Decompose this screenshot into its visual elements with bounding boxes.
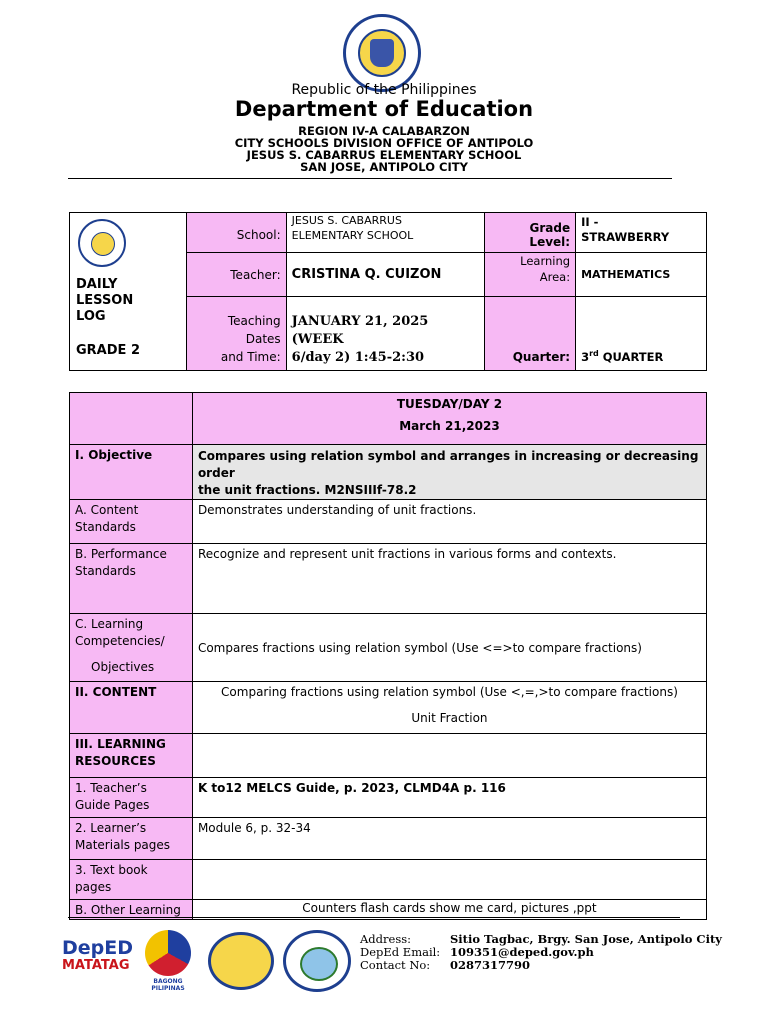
lesson-row-label-line: Standards	[75, 564, 136, 578]
lesson-row-value	[192, 778, 706, 818]
deped-seal-small-icon	[78, 219, 126, 267]
lesson-row-value	[192, 544, 706, 614]
lesson-row-value-line: Compares fractions using relation symbol (Use <=>to compare fractions)	[197, 641, 642, 655]
learning-area-line1: Learning	[520, 254, 571, 268]
lesson-info-table	[69, 212, 707, 371]
region-line: REGION IV-A CALABARZON	[298, 124, 470, 138]
lesson-row-value	[192, 445, 706, 500]
matatag-logo-text: MATATAG	[62, 958, 130, 973]
grade-label: GRADE 2	[76, 343, 140, 358]
contact-label: Contact No:	[360, 958, 431, 972]
email-label: DepEd Email:	[360, 945, 441, 959]
lesson-row-label-line: Guide Pages	[75, 798, 150, 812]
lesson-row-label-line: B. Performance	[75, 547, 167, 561]
lesson-row-label	[70, 614, 193, 682]
lesson-row-value-line: Recognize and represent unit fractions in various forms and contexts.	[197, 547, 617, 561]
lesson-row-label	[70, 860, 193, 900]
department-title: Department of Education	[234, 97, 534, 121]
lesson-row-label-line: Competencies/	[75, 634, 165, 648]
lesson-row-label	[70, 734, 193, 778]
lesson-row-label	[70, 445, 193, 500]
log-title-line2: LESSON	[76, 293, 134, 308]
lesson-row-label	[70, 778, 193, 818]
quarter-ordinal: rd	[589, 349, 599, 359]
lesson-row-value-line: Demonstrates understanding of unit fractions.	[197, 503, 477, 517]
dates-label-line2: and Time:	[220, 350, 281, 364]
learning-area-value: MATHEMATICS	[576, 253, 707, 297]
school-label: School:	[186, 213, 286, 253]
day-label: TUESDAY/DAY 2	[396, 397, 503, 411]
dates-value-line2: 6/day 2) 1:45-2:30	[291, 350, 425, 365]
lesson-row-label-line: pages	[75, 880, 112, 894]
lesson-row	[70, 818, 707, 860]
lesson-row-label-line: Standards	[75, 520, 136, 534]
header-divider	[68, 178, 672, 179]
day-header-cell	[192, 393, 706, 445]
dates-label-line1: Teaching Dates	[227, 314, 281, 346]
lesson-row-value	[192, 734, 706, 778]
lesson-row-value	[192, 682, 706, 734]
teacher-label: Teacher:	[186, 253, 286, 297]
lesson-row-label	[70, 682, 193, 734]
grade-level-label: Grade Level:	[485, 213, 576, 253]
log-title-line3: LOG	[76, 309, 106, 324]
lesson-row	[70, 544, 707, 614]
quarter-value	[576, 297, 707, 371]
school-value	[286, 213, 485, 253]
lesson-row-label-line: A. Content	[75, 503, 139, 517]
location-line: SAN JOSE, ANTIPOLO CITY	[300, 160, 468, 174]
lesson-content-table	[69, 392, 707, 920]
lesson-row-value	[192, 500, 706, 544]
lesson-row-label-line: II. CONTENT	[75, 685, 157, 699]
lesson-row-label-line: 1. Teacher’s	[75, 781, 147, 795]
lesson-row	[70, 860, 707, 900]
log-title-cell	[70, 213, 187, 371]
lesson-row	[70, 778, 707, 818]
division-line: CITY SCHOOLS DIVISION OFFICE OF ANTIPOLO	[234, 136, 534, 150]
lesson-row-value	[192, 860, 706, 900]
lesson-row-value-line: K to12 MELCS Guide, p. 2023, CLMD4A p. 116	[197, 781, 506, 795]
grade-level-line2: STRAWBERRY	[581, 230, 670, 244]
lesson-row-label	[70, 818, 193, 860]
republic-line: Republic of the Philippines	[291, 82, 477, 98]
email-value: 109351@deped.gov.ph	[450, 945, 594, 959]
address-label: Address:	[360, 932, 412, 946]
school-value-line1: JESUS S. CABARRUS	[291, 214, 402, 227]
dates-value	[286, 297, 485, 371]
teacher-value: CRISTINA Q. CUIZON	[286, 253, 485, 297]
lesson-row-label-line: RESOURCES	[75, 754, 156, 768]
lesson-row-value	[192, 614, 706, 682]
quarter-label: Quarter:	[485, 297, 576, 371]
bagong-pilipinas-text: BAGONG PILIPINAS	[151, 978, 185, 992]
school-line: JESUS S. CABARRUS ELEMENTARY SCHOOL	[246, 148, 522, 162]
deped-seal-icon	[343, 14, 421, 92]
school-value-line2: ELEMENTARY SCHOOL	[291, 229, 414, 242]
address-value: Sitio Tagbac, Brgy. San Jose, Antipolo City	[450, 932, 722, 946]
lesson-row-value-line: Counters flash cards show me card, pictures ,ppt	[302, 901, 597, 915]
footer-divider	[68, 917, 680, 918]
learning-area-line2: Area:	[539, 270, 571, 284]
lesson-date: March 21,2023	[399, 419, 500, 433]
lesson-row-label-line: 3. Text book	[75, 863, 148, 877]
lesson-row-value-line: the unit fractions. M2NSIIIf-78.2	[197, 483, 417, 497]
lesson-row-label	[70, 500, 193, 544]
grade-level-line1: II -	[581, 215, 599, 229]
lesson-row-value	[192, 818, 706, 860]
lesson-row-label-line: Objectives	[91, 660, 155, 674]
lesson-row	[70, 614, 707, 682]
grade-level-value	[576, 213, 707, 253]
lesson-row-label-line: B. Other Learning	[75, 903, 181, 917]
dates-value-line1: JANUARY 21, 2025 (WEEK	[291, 314, 429, 347]
lesson-row-label	[70, 544, 193, 614]
dates-label	[186, 297, 286, 371]
deped-logo-text: DepED	[62, 937, 134, 959]
deped-matatag-logo	[62, 937, 134, 984]
contact-value: 0287317790	[450, 958, 531, 972]
lesson-row	[70, 682, 707, 734]
bagong-pilipinas-logo	[138, 930, 198, 992]
lesson-row-value-line: Compares using relation symbol and arranges in increasing or decreasing order	[197, 449, 699, 480]
lesson-row-label-line: III. LEARNING	[75, 737, 166, 751]
log-title-line1: DAILY	[76, 277, 118, 292]
lesson-row-label-line: Materials pages	[75, 838, 171, 852]
lesson-row	[70, 500, 707, 544]
school-seal-icon	[283, 930, 351, 992]
learning-area-label	[485, 253, 576, 297]
lesson-row-label-line: I. Objective	[75, 448, 153, 462]
lesson-row-value-line: Module 6, p. 32-34	[197, 821, 311, 835]
day-label-empty-cell	[70, 393, 193, 445]
lesson-row-label-line: C. Learning	[75, 617, 144, 631]
bagong-pilipinas-icon	[145, 930, 191, 976]
lesson-row-value-line: Comparing fractions using relation symbol (Use <,=,>to compare fractions)	[221, 685, 678, 699]
division-seal-icon	[208, 932, 274, 990]
lesson-row-value-line: Unit Fraction	[411, 711, 488, 725]
lesson-row	[70, 734, 707, 778]
quarter-number: 3	[581, 350, 590, 364]
quarter-word: QUARTER	[598, 350, 664, 364]
lesson-row-label-line: 2. Learner’s	[75, 821, 147, 835]
lesson-row	[70, 445, 707, 500]
